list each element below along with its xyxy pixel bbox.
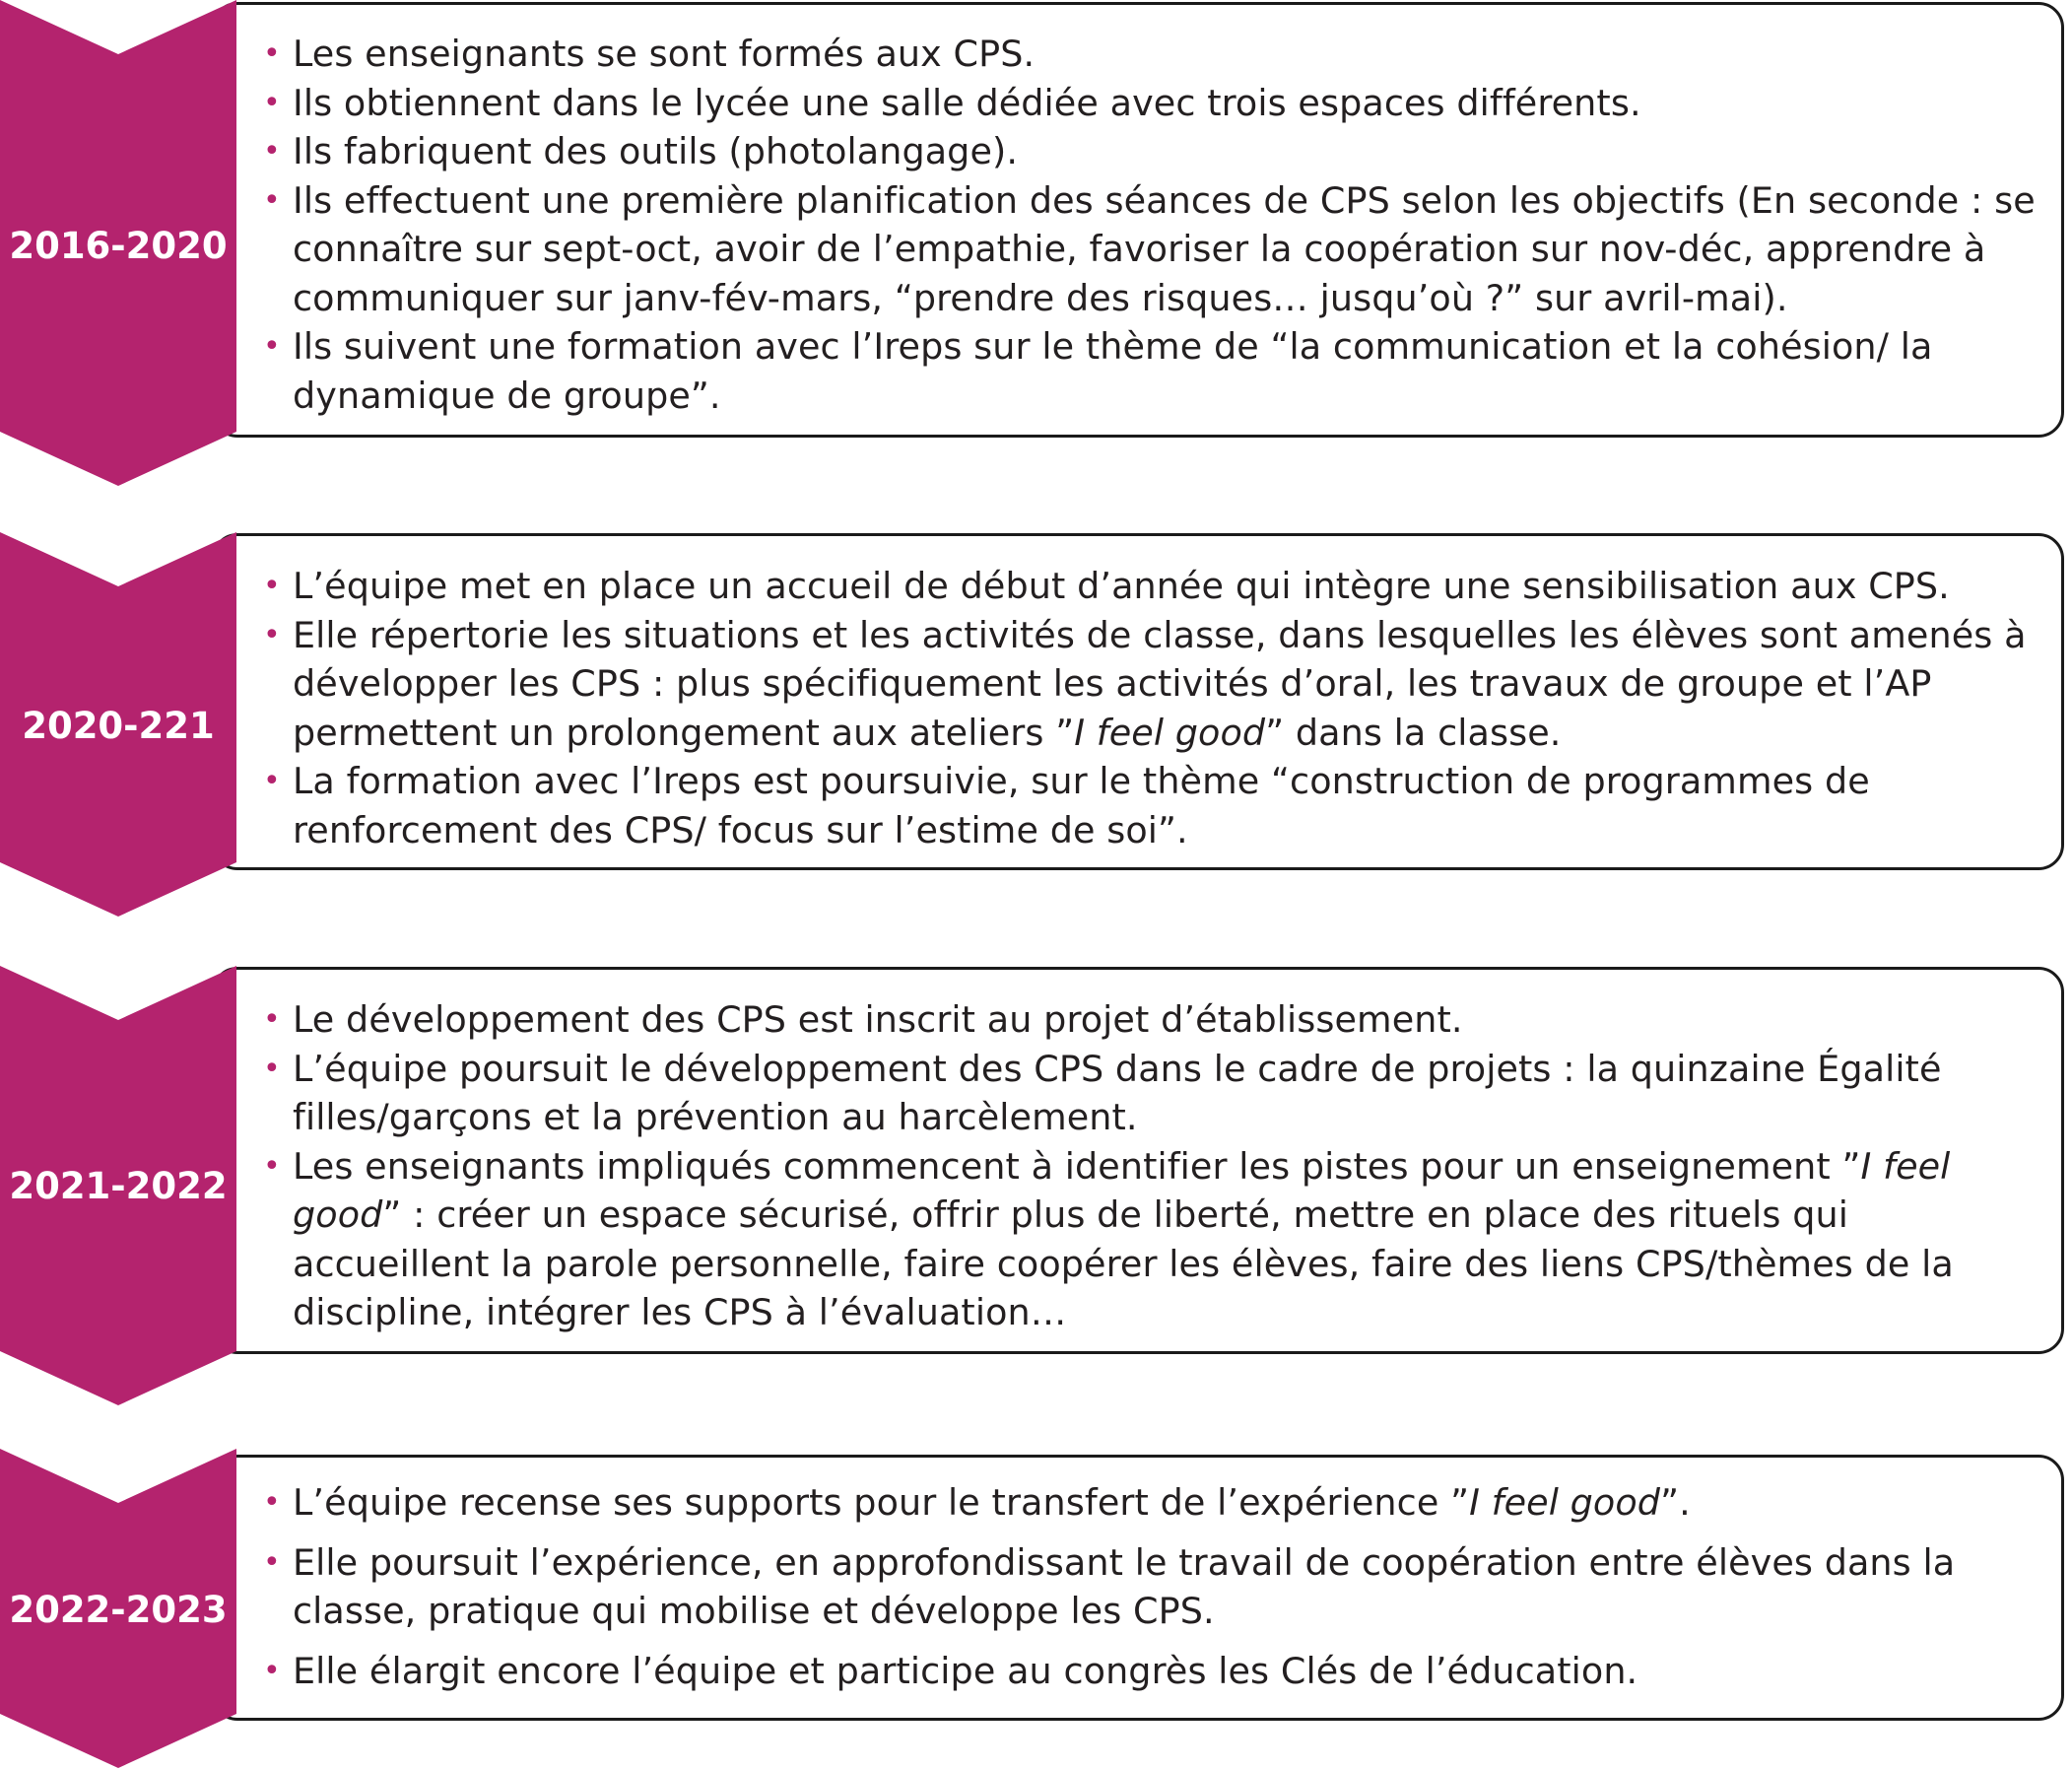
list-item: • Elle répertorie les situations et les activités de classe, dans lesquelles les élèves sont amenés à développer les CPS : plus spécifiquement les activités d’oral, les travaux de groupe et l’AP permettent un prolongement aux ateliers ”I feel good” dans la classe. <box>263 611 2046 758</box>
bullet-icon: • <box>263 1544 281 1580</box>
bullet-icon: • <box>263 569 281 603</box>
list-item: • L’équipe recense ses supports pour le transfert de l’expérience ”I feel good”. <box>263 1478 2046 1528</box>
list-item: • L’équipe met en place un accueil de début d’année qui intègre une sensibilisation aux CPS. <box>263 562 2046 611</box>
bullet-icon: • <box>263 85 281 120</box>
list-item: • Ils effectuent une première planification des séances de CPS selon les objectifs (En seconde : se connaître sur sept-oct, avoir de l’empathie, favoriser la coopération sur nov-déc, apprendre à communiquer sur janv-fév-mars, “prendre des risques… jusqu’où ?” sur avril-mai). <box>263 176 2046 323</box>
bullet-icon: • <box>263 329 281 364</box>
bullet-icon: • <box>263 617 281 652</box>
period-item-list <box>263 562 2046 854</box>
list-item: • Ils obtiennent dans le lycée une salle dédiée avec trois espaces différents. <box>263 79 2046 128</box>
list-item: • Ils fabriquent des outils (photolangage). <box>263 127 2046 176</box>
period-item-list <box>263 30 2046 420</box>
list-item: • Ils suivent une formation avec l’Ireps sur le thème de “la communication et la cohésion/ la dynamique de groupe”. <box>263 322 2046 420</box>
bullet-icon: • <box>263 134 281 169</box>
timeline-period-2022-2023 <box>0 1449 2072 1770</box>
list-item: • La formation avec l’Ireps est poursuivie, sur le thème “construction de programmes de renforcement des CPS/ focus sur l’estime de soi”. <box>263 757 2046 854</box>
period-year-label: 2021-2022 <box>9 1165 228 1207</box>
period-year-label: 2022-2023 <box>9 1589 228 1631</box>
bullet-icon: • <box>263 1653 281 1688</box>
period-item-list <box>263 995 2046 1337</box>
bullet-icon: • <box>263 182 281 218</box>
period-year-label: 2016-2020 <box>9 225 228 267</box>
bullet-icon: • <box>263 36 281 71</box>
period-item-list <box>263 1478 2046 1706</box>
bullet-icon: • <box>263 1148 281 1184</box>
bullet-icon: • <box>263 1002 281 1037</box>
timeline-period-2021-2022 <box>0 966 2072 1407</box>
list-item: • Les enseignants se sont formés aux CPS. <box>263 30 2046 79</box>
bullet-icon: • <box>263 1051 281 1086</box>
list-item: • L’équipe poursuit le développement des CPS dans le cadre de projets : la quinzaine Égalité filles/garçons et la prévention au harcèlement. <box>263 1045 2046 1142</box>
list-item: • Les enseignants impliqués commencent à identifier les pistes pour un enseignement ”I feel good” : créer un espace sécurisé, offrir plus de liberté, mettre en place des rituels qui accueillent la parole personnelle, faire coopérer les élèves, faire des liens CPS/thèmes de la discipline, intégrer les CPS à l’évaluation… <box>263 1142 2046 1337</box>
bullet-icon: • <box>263 1485 281 1520</box>
timeline-period-2020-221 <box>0 532 2072 919</box>
bullet-icon: • <box>263 764 281 798</box>
timeline-period-2016-2020 <box>0 0 2072 488</box>
period-year-label: 2020-221 <box>22 705 215 747</box>
list-item: • Elle élargit encore l’équipe et participe au congrès les Clés de l’éducation. <box>263 1647 2046 1696</box>
list-item: • Elle poursuit l’expérience, en approfondissant le travail de coopération entre élèves dans la classe, pratique qui mobilise et développe les CPS. <box>263 1538 2046 1636</box>
list-item: • Le développement des CPS est inscrit au projet d’établissement. <box>263 995 2046 1045</box>
